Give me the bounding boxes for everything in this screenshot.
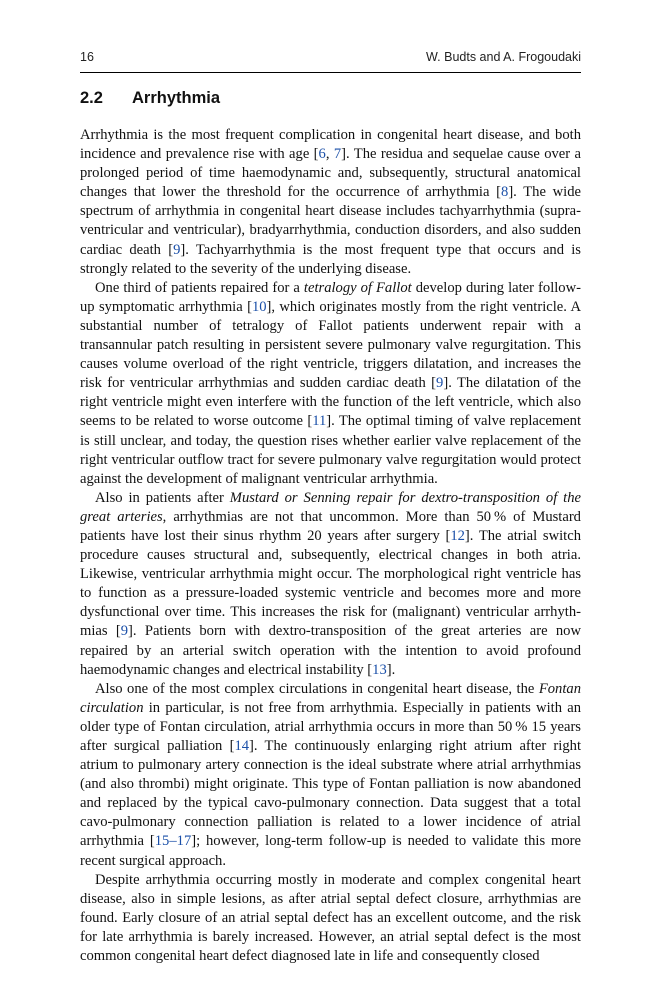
text-run: Also one of the most complex circulations in congenital heart disease, the [95,680,539,697]
emphasis-text: Fontan circulation [80,680,581,716]
text-run: ]. The wide spectrum of arrhythmia in congenital heart disease includes tachyarrhythmia (supraventricular and ventricular), bradyarrhythmia, conduction disorders, and also sudden cardiac death [ [80,184,581,258]
text-run: develop during later follow-up symptomatic arrhythmia [ [80,279,582,315]
text-run: ]. Tachyarrhythmia is the most frequent type that occurs and is strongly related to the severity of the underlying disease. [80,241,581,277]
text-run: , arrhythmias are not that uncommon. More than 50 % of Mustard patients have lost their sinus rhythm 20 years after surgery [ [80,508,581,544]
text-run: ]. The residua and sequelae cause over a prolonged period of time haemodynamic and, subsequently, structural anatomical changes that lower the threshold for the occurrence of arrhythmia [ [80,146,581,201]
citation-link[interactable]: 15–17 [154,833,192,850]
text-run: ]. The continuously enlarging right atrium after right atrium to pulmonary artery connection is the ideal substrate where atrial arrhythmias (and also thrombi) might originate. This type of Fontan palliation is now abandoned and replaced by the typical cavo-pulmonary connection. Data suggest that a total cavo-pulmonary connection palliation is related to a lower incidence of atrial arrhythmia [ [80,738,581,850]
text-run: ]; however, long-term follow-up is needed to validate this more recent surgical approach. [80,833,581,869]
citation-link[interactable]: 9 [120,623,129,640]
citation-link[interactable]: 14 [234,738,250,754]
emphasis-text: Mustard or Senning repair for dextro-transposition of the great arteries [80,489,582,525]
section-heading [80,89,220,108]
citation-link[interactable]: 13 [372,661,387,678]
text-run: , [325,146,334,163]
page-number: 16 [80,50,94,64]
text-run: ]. Patients born with dextro-transposition of the great arteries are now repaired by an arterial switch operation with the intention to avoid profound haemodynamic changes and electrical instability [ [80,623,582,678]
citation-link[interactable]: 8 [501,184,509,201]
text-run: ]. The dilatation of the right ventricle might even interfere with the function of the left ventricle, which also seems to be related to worse outcome [ [80,375,581,430]
citation-link[interactable]: 6 [318,146,326,163]
body-text [80,126,581,966]
citation-link[interactable]: 9 [436,375,444,392]
text-run: One third of patients repaired for a [95,279,304,296]
text-run: ]. The atrial switch procedure causes structural and, subsequently, electrical changes in both atria. Likewise, ventricular arrhythmia might occur. The morphological right ventricle has to function as a pressure-loaded systemic ventricle and becomes more and more dysfunctional over time. This increases the risk for (malignant) ventricular arrhythmias [ [80,527,581,640]
paragraph [80,871,581,966]
citation-link[interactable]: 9 [173,241,181,258]
header-rule [80,72,581,73]
citation-link[interactable]: 7 [333,146,342,163]
paragraph [80,126,581,279]
citation-link[interactable]: 12 [450,527,465,544]
text-run: ]. The optimal timing of valve replacement is still unclear, and today, the question rises whether earlier valve replacement of the right ventricular outflow tract for severe pulmonary valve regurgitation would protect against the development of malignant ventricular arrhythmia. [80,413,582,487]
paragraph [80,489,581,680]
section-title: Arrhythmia [132,89,221,107]
text-run: Despite arrhythmia occurring mostly in moderate and complex congenital heart disease, also in simple lesions, as after atrial septal defect closure, arrhythmias are found. Early closure of an atrial septal defect has an excellent outcome, and the risk for late arrhythmia is barely increased. However, an atrial septal defect is the most common congenital heart defect diagnosed late in life and consequently closed [80,871,581,965]
section-number: 2.2 [80,89,103,107]
citation-link[interactable]: 10 [251,298,267,315]
text-run: Arrhythmia is the most frequent complication in congenital heart disease, and both incidence and prevalence rise with age [ [80,127,581,163]
text-run: ]. [386,661,396,678]
running-header-authors: W. Budts and A. Frogoudaki [426,50,581,64]
text-run: ], which originates mostly from the right ventricle. A substantial number of tetralogy of Fallot patients underwent repair with a transannular patch resulting in persistent severe pulmonary valve regurgitation. This causes volume overload of the right ventricle, triggers dilatation, and increases the risk for ventricular arrhythmias and sudden cardiac death [ [80,298,581,392]
running-header [80,50,581,68]
paragraph [80,680,581,871]
paragraph [80,279,581,489]
citation-link[interactable]: 11 [312,413,327,430]
text-run: Also in patients after [95,489,230,506]
emphasis-text: tetralogy of Fallot [303,279,412,296]
text-run: in particular, is not free from arrhythmia. Especially in patients with an older type of Fontan circulation, atrial arrhythmia occurs in more than 50 % 15 years after surgical palliation [ [80,699,581,754]
